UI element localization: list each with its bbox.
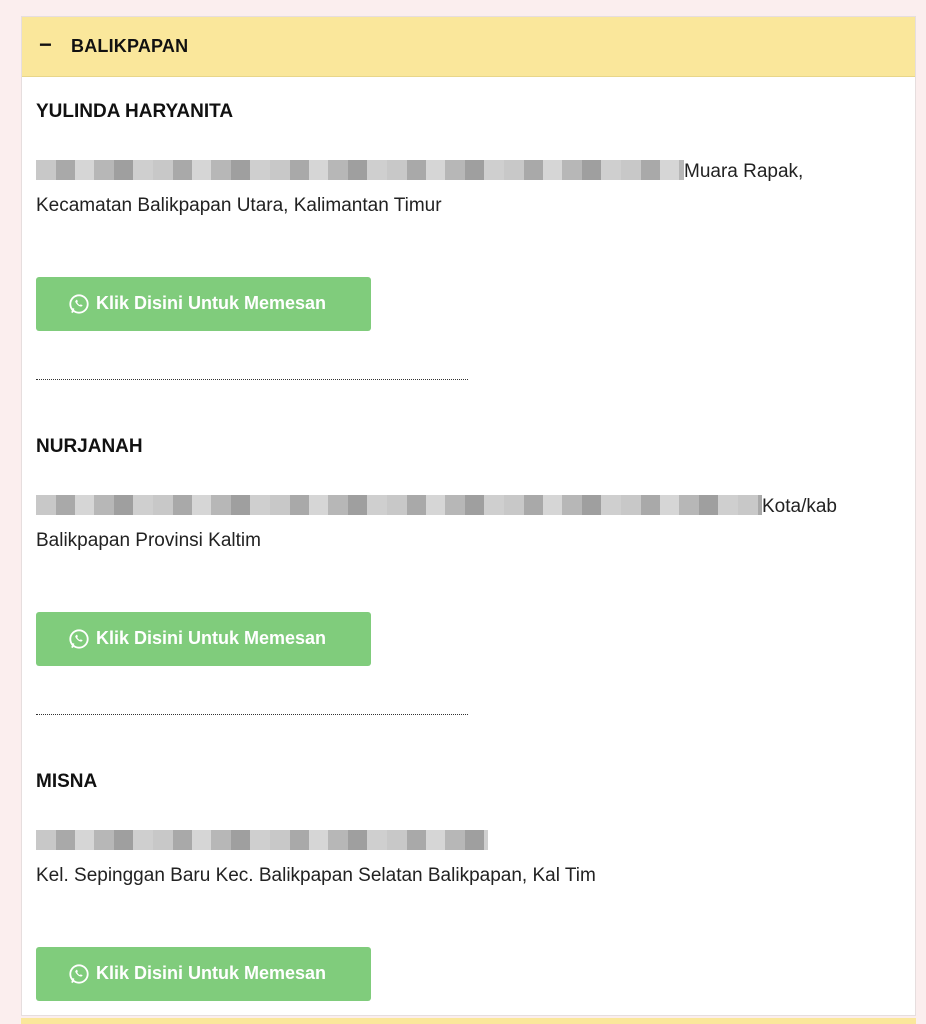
reseller-name: YULINDA HARYANITA [36, 101, 234, 122]
order-button[interactable] [36, 947, 371, 1001]
address-text-1: Kota/kab [762, 496, 837, 517]
order-button-label: Klik Disini Untuk Memesan [96, 293, 327, 313]
order-button[interactable] [36, 612, 371, 666]
next-accordion-header[interactable] [21, 1018, 916, 1024]
reseller-address [36, 155, 896, 223]
divider [36, 379, 468, 380]
location-accordion [21, 16, 916, 1016]
whatsapp-icon [68, 293, 90, 315]
whatsapp-icon [68, 963, 90, 985]
redacted-address [36, 160, 684, 180]
divider [36, 714, 468, 715]
order-button-label: Klik Disini Untuk Memesan [96, 628, 327, 648]
order-button[interactable] [36, 277, 371, 331]
reseller-name: MISNA [36, 771, 98, 792]
reseller-address [36, 490, 896, 558]
accordion-title: BALIKPAPAN [71, 36, 189, 56]
collapse-icon[interactable]: − [39, 32, 52, 57]
address-text-2: Kecamatan Balikpapan Utara, Kalimantan Timur [36, 195, 442, 216]
address-text-2: Kel. Sepinggan Baru Kec. Balikpapan Selatan Balikpapan, Kal Tim [36, 865, 596, 886]
address-text-2: Balikpapan Provinsi Kaltim [36, 530, 261, 551]
redacted-address [36, 830, 488, 850]
order-button-label: Klik Disini Untuk Memesan [96, 963, 327, 983]
redacted-address [36, 495, 762, 515]
address-text-1: Muara Rapak, [684, 161, 804, 182]
whatsapp-icon [68, 628, 90, 650]
reseller-address [36, 825, 896, 893]
accordion-header-balikpapan[interactable] [22, 17, 915, 77]
reseller-name: NURJANAH [36, 436, 143, 457]
